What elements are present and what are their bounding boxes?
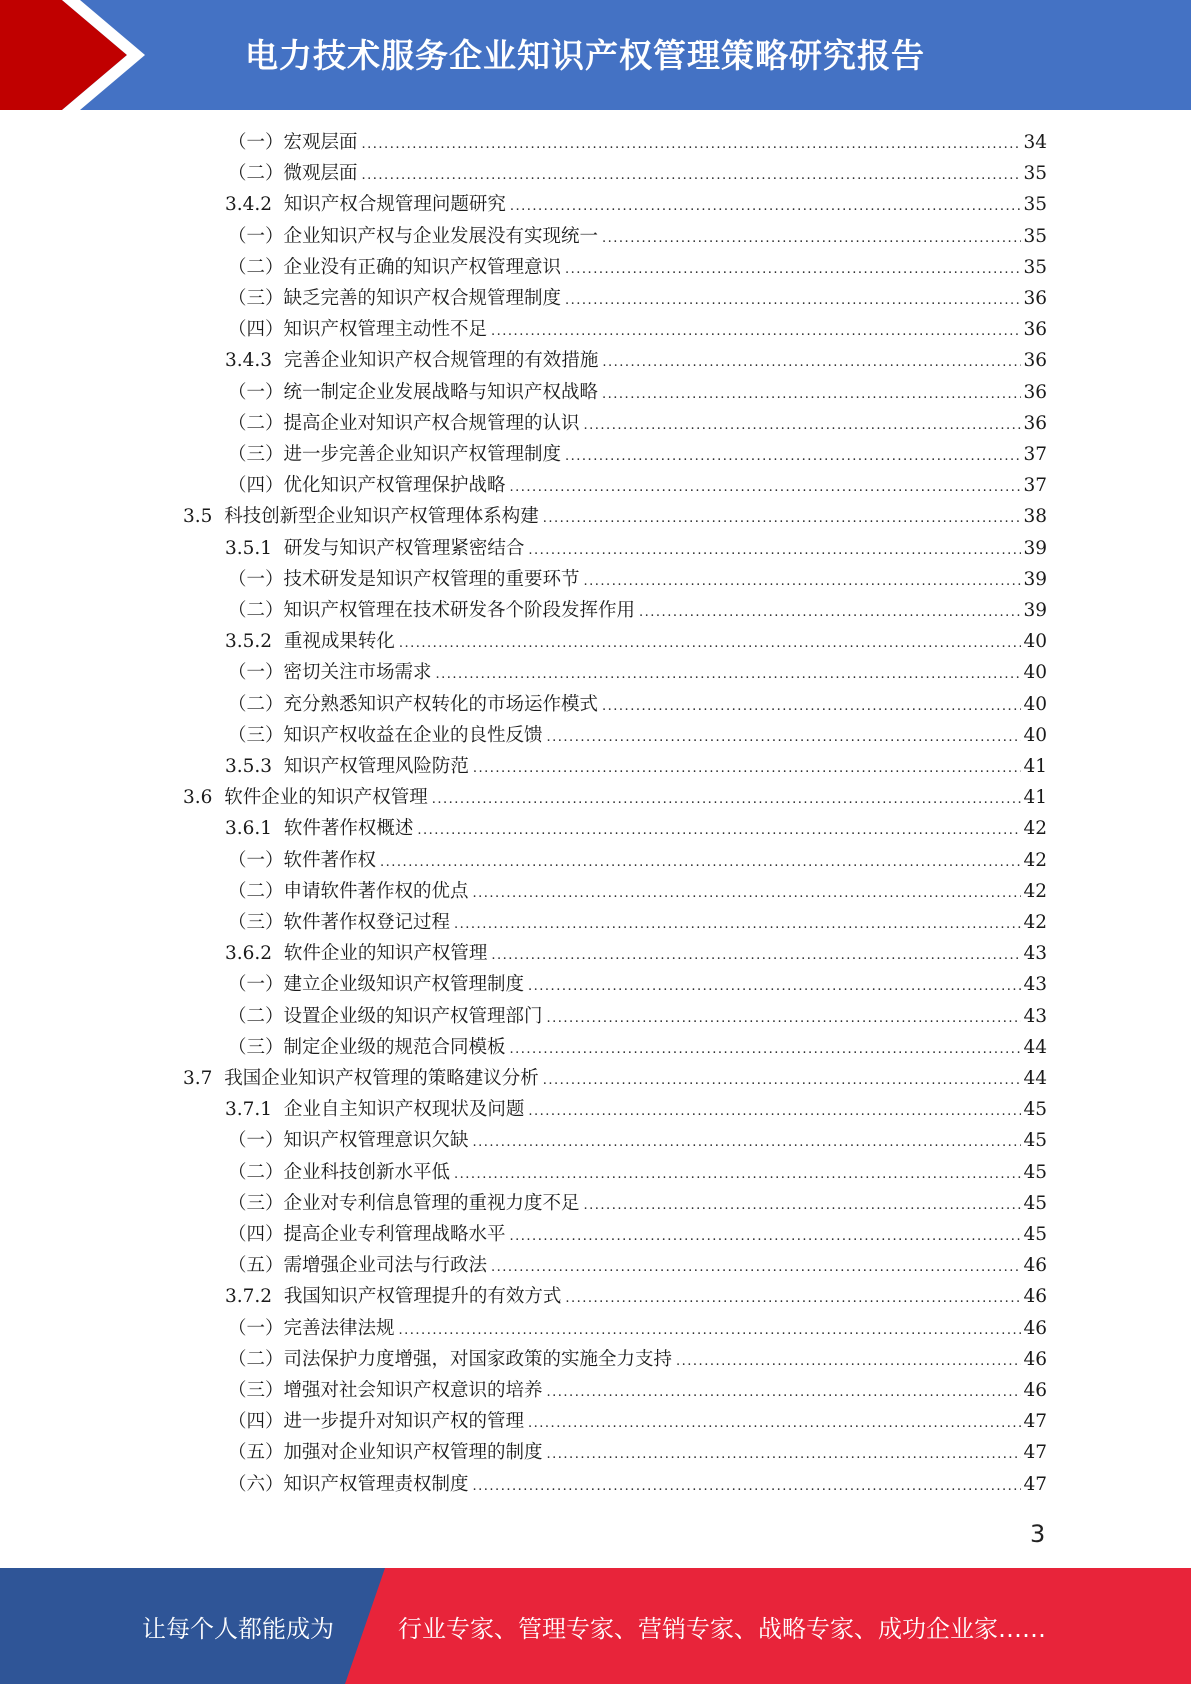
toc-entry-number: （三） <box>228 1192 284 1214</box>
toc-dot-leader <box>547 1003 1022 1034</box>
toc-entry-page: 35 <box>1023 163 1047 185</box>
toc-entry[interactable] <box>228 1250 1047 1281</box>
toc-dot-leader <box>602 223 1021 254</box>
toc-entry[interactable] <box>183 782 1047 813</box>
toc-entry[interactable] <box>225 189 1047 220</box>
toc-entry-number: （三） <box>228 1036 284 1058</box>
toc-entry[interactable] <box>183 501 1047 532</box>
toc-entry-title: 企业科技创新水平低 <box>283 1161 451 1183</box>
toc-entry-number: 3.6.2 <box>225 943 284 965</box>
toc-entry-number: （四） <box>228 1411 284 1433</box>
toc-dot-leader <box>454 1159 1021 1190</box>
toc-entry-number: （一） <box>228 974 284 996</box>
toc-dot-leader <box>491 316 1021 347</box>
toc-entry[interactable] <box>225 533 1047 564</box>
toc-entry[interactable] <box>225 345 1047 376</box>
toc-entry-page: 45 <box>1023 1192 1047 1214</box>
toc-entry[interactable] <box>228 1188 1047 1219</box>
toc-entry-page: 40 <box>1023 662 1047 684</box>
toc-entry-number: （二） <box>228 693 284 715</box>
toc-entry-title: 宏观层面 <box>283 132 358 153</box>
page-header <box>0 0 1191 110</box>
toc-entry-page: 34 <box>1023 132 1047 153</box>
toc-entry-title: 企业对专利信息管理的重视力度不足 <box>283 1192 580 1214</box>
toc-dot-leader <box>436 659 1022 690</box>
toc-entry[interactable] <box>183 1063 1047 1094</box>
toc-entry-title: 设置企业级的知识产权管理部门 <box>283 1005 543 1027</box>
toc-entry-page: 40 <box>1023 724 1047 746</box>
toc-entry-title: 充分熟悉知识产权转化的市场运作模式 <box>283 693 599 715</box>
toc-entry-title: 我国知识产权管理提升的有效方式 <box>283 1286 562 1308</box>
toc-entry-number: （六） <box>228 1473 284 1495</box>
toc-dot-leader <box>399 1315 1022 1346</box>
toc-entry-page: 40 <box>1023 631 1047 653</box>
toc-entry-title: 知识产权管理风险防范 <box>283 756 469 777</box>
toc-entry[interactable] <box>228 1157 1047 1188</box>
toc-entry-number: （一） <box>228 381 284 403</box>
toc-entry-page: 39 <box>1023 600 1047 621</box>
toc-entry-number: 3.5.1 <box>225 537 284 559</box>
toc-entry[interactable] <box>228 470 1047 501</box>
toc-entry[interactable] <box>228 221 1047 252</box>
toc-entry-page: 42 <box>1023 849 1047 871</box>
toc-entry-page: 46 <box>1023 1317 1047 1339</box>
toc-entry-number: 3.6.1 <box>225 818 284 840</box>
toc-entry-page: 35 <box>1023 194 1047 216</box>
toc-dot-leader <box>380 847 1021 878</box>
toc-entry-page: 36 <box>1023 288 1047 309</box>
toc-entry[interactable] <box>228 1219 1047 1250</box>
footer-slogan-left: 让每个人都能成为 <box>142 1615 334 1643</box>
toc-entry-number: 3.5 <box>183 506 225 528</box>
toc-dot-leader <box>528 1408 1021 1439</box>
toc-entry-number: （四） <box>228 319 284 341</box>
toc-entry-title: 重视成果转化 <box>283 631 395 653</box>
toc-entry[interactable] <box>228 564 1047 595</box>
toc-entry-title: 知识产权管理意识欠缺 <box>283 1130 469 1152</box>
toc-dot-leader <box>602 691 1021 722</box>
toc-entry-page: 39 <box>1023 537 1047 559</box>
toc-entry-page: 38 <box>1023 506 1047 528</box>
toc-dot-leader <box>432 784 1022 815</box>
toc-entry-page: 43 <box>1023 1005 1047 1027</box>
toc-entry[interactable] <box>228 439 1047 470</box>
toc-dot-leader <box>510 472 1022 503</box>
toc-dot-leader <box>473 753 1022 784</box>
toc-entry-number: （一） <box>228 662 284 684</box>
toc-entry-title: 软件著作权 <box>283 849 377 871</box>
toc-entry-number: （三） <box>228 444 284 465</box>
toc-entry[interactable] <box>228 158 1047 189</box>
toc-entry-number: 3.5.2 <box>225 631 284 653</box>
toc-entry[interactable] <box>225 1281 1047 1312</box>
toc-entry-page: 45 <box>1023 1161 1047 1183</box>
header-chevron-decoration <box>0 0 160 110</box>
toc-entry[interactable] <box>228 252 1047 283</box>
toc-entry-page: 44 <box>1023 1036 1047 1058</box>
toc-dot-leader <box>543 503 1022 534</box>
toc-entry-page: 37 <box>1023 475 1047 497</box>
toc-dot-leader <box>491 1252 1021 1283</box>
toc-entry-title: 研发与知识产权管理紧密结合 <box>283 537 525 559</box>
toc-entry-title: 完善企业知识产权合规管理的有效措施 <box>283 350 599 372</box>
toc-entry-title: 软件企业的知识产权管理 <box>283 943 488 965</box>
document-title: 电力技术服务企业知识产权管理策略研究报告 <box>245 36 925 75</box>
toc-entry-title: 增强对社会知识产权意识的培养 <box>283 1380 543 1401</box>
toc-entry-title: 进一步提升对知识产权的管理 <box>283 1411 525 1433</box>
toc-dot-leader <box>362 160 1022 191</box>
toc-entry-number: （三） <box>228 724 284 746</box>
toc-dot-leader <box>584 1190 1022 1221</box>
toc-entry-number: 3.5.3 <box>225 756 284 777</box>
toc-entry-title: 知识产权管理主动性不足 <box>283 319 488 341</box>
toc-entry[interactable] <box>225 626 1047 657</box>
toc-entry[interactable] <box>228 689 1047 720</box>
toc-entry-number: 3.7.1 <box>225 1099 284 1121</box>
toc-entry-title: 申请软件著作权的优点 <box>283 880 469 902</box>
toc-entry-title: 企业知识产权与企业发展没有实现统一 <box>283 225 599 247</box>
toc-entry-title: 完善法律法规 <box>283 1317 395 1339</box>
toc-entry[interactable] <box>228 1469 1047 1500</box>
toc-entry-page: 45 <box>1023 1224 1047 1245</box>
toc-entry-number: （一） <box>228 1317 284 1339</box>
toc-entry-number: （四） <box>228 1224 284 1245</box>
toc-entry-number: （四） <box>228 475 284 497</box>
toc-entry[interactable] <box>228 377 1047 408</box>
toc-dot-leader <box>547 1377 1022 1408</box>
toc-entry-page: 47 <box>1023 1473 1047 1495</box>
toc-entry-page: 40 <box>1023 693 1047 715</box>
toc-dot-leader <box>547 1439 1022 1470</box>
toc-entry-number: （一） <box>228 849 284 871</box>
toc-dot-leader <box>491 940 1021 971</box>
toc-entry[interactable] <box>228 657 1047 688</box>
toc-entry-title: 微观层面 <box>283 163 358 185</box>
toc-entry-number: （三） <box>228 1380 284 1401</box>
toc-entry-number: （二） <box>228 256 284 278</box>
toc-entry[interactable] <box>228 595 1047 626</box>
page-number: 3 <box>1030 1520 1046 1548</box>
toc-entry-number: （五） <box>228 1255 284 1277</box>
toc-entry-number: （三） <box>228 288 284 309</box>
toc-entry-page: 41 <box>1023 787 1047 809</box>
toc-entry[interactable] <box>225 751 1047 782</box>
toc-dot-leader <box>547 722 1022 753</box>
toc-entry[interactable] <box>228 720 1047 751</box>
toc-entry[interactable] <box>228 876 1047 907</box>
toc-dot-leader <box>565 441 1021 472</box>
toc-dot-leader <box>584 566 1022 597</box>
toc-entry[interactable] <box>225 813 1047 844</box>
toc-dot-leader <box>528 971 1021 1002</box>
toc-entry-page: 42 <box>1023 912 1047 933</box>
toc-entry-title: 知识产权管理在技术研发各个阶段发挥作用 <box>283 600 636 621</box>
toc-dot-leader <box>473 1127 1022 1158</box>
toc-entry-number: （五） <box>228 1442 284 1464</box>
toc-entry[interactable] <box>228 1125 1047 1156</box>
toc-entry-number: （三） <box>228 912 284 933</box>
toc-entry-page: 41 <box>1023 756 1047 777</box>
toc-entry-number: 3.4.3 <box>225 350 284 372</box>
toc-entry-title: 知识产权收益在企业的良性反馈 <box>283 724 543 746</box>
toc-entry[interactable] <box>228 1406 1047 1437</box>
toc-entry-page: 35 <box>1023 225 1047 247</box>
toc-entry-page: 46 <box>1023 1380 1047 1401</box>
toc-entry-number: （二） <box>228 412 284 434</box>
toc-entry[interactable] <box>228 907 1047 938</box>
toc-entry-page: 45 <box>1023 1099 1047 1121</box>
toc-dot-leader <box>362 129 1022 160</box>
toc-entry-page: 36 <box>1023 319 1047 341</box>
toc-entry-number: 3.6 <box>183 787 225 809</box>
toc-entry-title: 优化知识产权管理保护战略 <box>283 475 506 497</box>
toc-entry-page: 47 <box>1023 1411 1047 1433</box>
toc-dot-leader <box>528 1096 1021 1127</box>
toc-entry-number: 3.7.2 <box>225 1286 284 1308</box>
toc-dot-leader <box>639 597 1021 628</box>
toc-entry-title: 提高企业对知识产权合规管理的认识 <box>283 412 580 434</box>
toc-entry-title: 缺乏完善的知识产权合规管理制度 <box>283 288 562 309</box>
toc-dot-leader <box>543 1065 1022 1096</box>
toc-entry-page: 46 <box>1023 1348 1047 1370</box>
toc-entry-title: 企业没有正确的知识产权管理意识 <box>283 256 562 278</box>
toc-entry[interactable] <box>228 314 1047 345</box>
toc-entry-title: 需增强企业司法与行政法 <box>283 1255 488 1277</box>
toc-entry-number: （二） <box>228 1005 284 1027</box>
toc-entry-page: 42 <box>1023 818 1047 840</box>
toc-entry[interactable] <box>228 1437 1047 1468</box>
toc-entry[interactable] <box>225 938 1047 969</box>
toc-entry-title: 科技创新型企业知识产权管理体系构建 <box>224 506 539 528</box>
toc-entry-page: 43 <box>1023 974 1047 996</box>
toc-entry-title: 软件著作权登记过程 <box>283 912 451 933</box>
toc-dot-leader <box>602 379 1021 410</box>
toc-dot-leader <box>528 535 1021 566</box>
toc-entry-number: （一） <box>228 132 284 153</box>
toc-entry[interactable] <box>228 127 1047 158</box>
toc-entry-title: 制定企业级的规范合同模板 <box>283 1036 506 1058</box>
toc-entry[interactable] <box>228 1001 1047 1032</box>
toc-entry-number: （一） <box>228 225 284 247</box>
toc-entry-title: 司法保护力度增强，对国家政策的实施全力支持 <box>283 1348 673 1370</box>
toc-dot-leader <box>676 1346 1021 1377</box>
toc-dot-leader <box>510 1221 1022 1252</box>
toc-dot-leader <box>510 1034 1022 1065</box>
toc-entry-number: （一） <box>228 568 284 590</box>
toc-entry-page: 43 <box>1023 943 1047 965</box>
toc-dot-leader <box>454 909 1021 940</box>
toc-entry[interactable] <box>228 408 1047 439</box>
toc-entry-title: 加强对企业知识产权管理的制度 <box>283 1442 543 1464</box>
toc-entry-title: 软件著作权概述 <box>283 818 414 840</box>
toc-entry[interactable] <box>228 1032 1047 1063</box>
toc-dot-leader <box>565 285 1021 316</box>
toc-entry[interactable] <box>228 969 1047 1000</box>
toc-entry-title: 软件企业的知识产权管理 <box>224 787 428 809</box>
toc-entry-title: 知识产权管理责权制度 <box>283 1473 469 1495</box>
toc-entry-title: 密切关注市场需求 <box>283 662 432 684</box>
toc-dot-leader <box>565 254 1021 285</box>
toc-entry-title: 建立企业级知识产权管理制度 <box>283 974 525 996</box>
toc-entry-page: 36 <box>1023 350 1047 372</box>
toc-entry-number: （二） <box>228 163 284 185</box>
toc-entry-number: （二） <box>228 1348 284 1370</box>
page-footer <box>0 1568 1191 1684</box>
toc-entry[interactable] <box>228 1313 1047 1344</box>
toc-entry-number: （二） <box>228 1161 284 1183</box>
footer-slogan-right: 行业专家、管理专家、营销专家、战略专家、成功企业家…… <box>398 1615 1046 1643</box>
toc-entry-title: 知识产权合规管理问题研究 <box>283 194 506 216</box>
toc-entry-title: 提高企业专利管理战略水平 <box>283 1224 506 1245</box>
toc-entry-page: 45 <box>1023 1130 1047 1152</box>
toc-entry-page: 39 <box>1023 568 1047 590</box>
toc-entry-title: 技术研发是知识产权管理的重要环节 <box>283 568 580 590</box>
toc-dot-leader <box>473 1471 1022 1502</box>
toc-dot-leader <box>602 347 1021 378</box>
toc-entry[interactable] <box>225 1094 1047 1125</box>
toc-entry-title: 我国企业知识产权管理的策略建议分析 <box>224 1068 539 1089</box>
toc-dot-leader <box>565 1283 1021 1314</box>
toc-entry-page: 46 <box>1023 1255 1047 1277</box>
toc-entry-page: 47 <box>1023 1442 1047 1464</box>
toc-entry-page: 46 <box>1023 1286 1047 1308</box>
toc-entry-page: 36 <box>1023 412 1047 434</box>
toc-dot-leader <box>417 815 1021 846</box>
toc-entry-page: 37 <box>1023 444 1047 465</box>
toc-entry-page: 35 <box>1023 256 1047 278</box>
toc-entry-title: 进一步完善企业知识产权管理制度 <box>283 444 562 465</box>
toc-entry-page: 44 <box>1023 1068 1047 1089</box>
toc-entry[interactable] <box>228 1375 1047 1406</box>
toc-entry-number: 3.4.2 <box>225 194 284 216</box>
toc-entry-title: 统一制定企业发展战略与知识产权战略 <box>283 381 599 403</box>
toc-entry-page: 36 <box>1023 381 1047 403</box>
toc-entry-number: （二） <box>228 880 284 902</box>
toc-entry-number: 3.7 <box>183 1068 225 1089</box>
toc-dot-leader <box>473 878 1022 909</box>
toc-entry[interactable] <box>228 283 1047 314</box>
toc-dot-leader <box>510 191 1022 222</box>
toc-entry-page: 42 <box>1023 880 1047 902</box>
toc-dot-leader <box>584 410 1022 441</box>
toc-entry-number: （一） <box>228 1130 284 1152</box>
toc-dot-leader <box>399 628 1022 659</box>
toc-entry-title: 企业自主知识产权现状及问题 <box>283 1099 525 1121</box>
toc-entry[interactable] <box>228 1344 1047 1375</box>
toc-entry-number: （二） <box>228 600 284 621</box>
toc-entry[interactable] <box>228 845 1047 876</box>
